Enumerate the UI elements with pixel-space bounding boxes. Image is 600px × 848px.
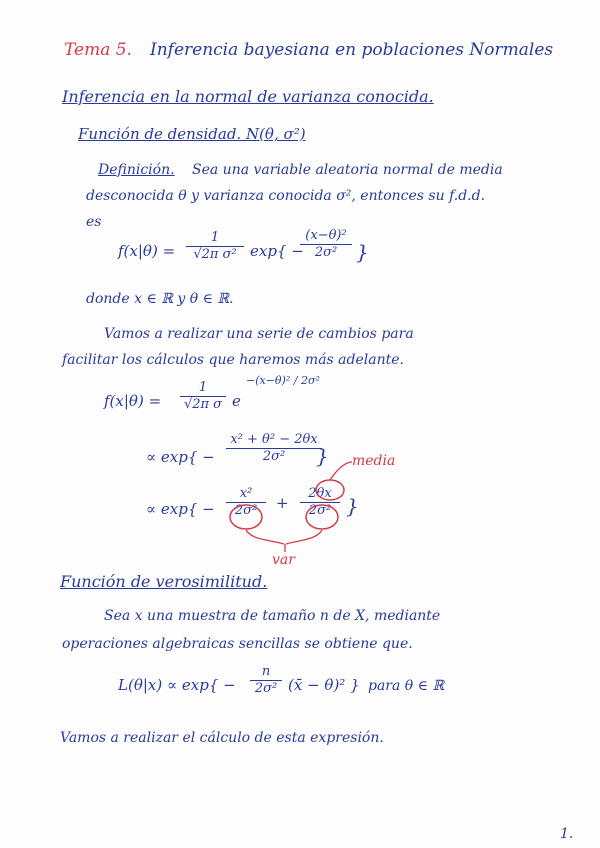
step3-close: } — [346, 494, 359, 518]
step3-num2: 2θx — [308, 486, 332, 501]
likelihood-line-1: Sea x una muestra de tamaño n de X, mediante — [104, 608, 441, 624]
closing-line: Vamos a realizar el cálculo de esta expresión. — [60, 730, 384, 746]
density-exp: exp{ − — [250, 242, 304, 260]
likelihood-lhs: L(θ|x) ∝ exp{ − — [118, 676, 236, 694]
likelihood-rest: (x̄ − θ)² } — [288, 676, 360, 694]
section-heading-likelihood: Función de verosimilitud. — [60, 572, 268, 591]
density-domain: donde x ∈ ℝ y θ ∈ ℝ. — [86, 291, 234, 307]
density-coef-den: √2π σ² — [186, 246, 244, 263]
density-lhs: f(x|θ) = — [118, 242, 176, 260]
topic-label: Tema 5. — [64, 40, 132, 60]
likelihood-fraction — [250, 664, 282, 697]
var-circle-1 — [230, 505, 262, 529]
step3-plus: + — [276, 494, 289, 512]
step1-num: 1 — [198, 380, 208, 395]
density-coef-num: 1 — [210, 230, 220, 245]
step1-e: e — [232, 392, 241, 410]
step2-prop: ∝ exp{ − — [146, 448, 215, 466]
changes-line-1: Vamos a realizar una serie de cambios para — [104, 326, 414, 342]
density-exp-den: 2σ² — [300, 244, 352, 261]
step3-prop: ∝ exp{ − — [146, 500, 215, 518]
changes-line-2: facilitar los cálculos que haremos más adelante. — [62, 352, 404, 368]
step2-num: x² + θ² − 2θx — [230, 432, 318, 447]
step1-den: √2π σ — [180, 396, 226, 413]
section-heading-known-variance: Inferencia en la normal de varianza conocida. — [62, 87, 434, 106]
var-connector-1 — [246, 530, 284, 544]
definition-label: Definición. — [98, 162, 175, 178]
page-number: 1. — [560, 826, 574, 842]
step1-lhs: f(x|θ) = — [104, 392, 162, 410]
media-circle — [316, 480, 344, 500]
var-circle-2 — [306, 505, 338, 529]
step2-close: } — [316, 444, 329, 468]
step1-superscript: −(x−θ)² / 2σ² — [246, 374, 320, 387]
annotation-var: var — [272, 552, 295, 568]
likelihood-num: n — [261, 664, 271, 679]
definition-line-3: es — [86, 214, 102, 230]
subheading-density: Función de densidad. N(θ, σ²) — [78, 125, 306, 143]
likelihood-den: 2σ² — [250, 680, 282, 697]
density-exp-num: (x−θ)² — [305, 228, 347, 243]
annotation-media: media — [352, 453, 396, 469]
likelihood-domain: para θ ∈ ℝ — [368, 678, 445, 694]
var-connector-2 — [286, 530, 322, 544]
step3-den2: 2σ² — [300, 502, 340, 519]
step2-den: 2σ² — [226, 448, 322, 465]
likelihood-line-2: operaciones algebraicas sencillas se obtiene que. — [62, 636, 413, 652]
media-arrow — [330, 462, 352, 480]
step3-den1: 2σ² — [226, 502, 266, 519]
definition-line-2: desconocida θ y varianza conocida σ², entonces su f.d.d. — [86, 188, 486, 204]
page-title: Inferencia bayesiana en poblaciones Normales — [150, 40, 554, 60]
definition-line-1: Sea una variable aleatoria normal de media — [192, 162, 503, 178]
step3-num1: x² — [239, 486, 253, 501]
density-close: } — [356, 240, 369, 264]
